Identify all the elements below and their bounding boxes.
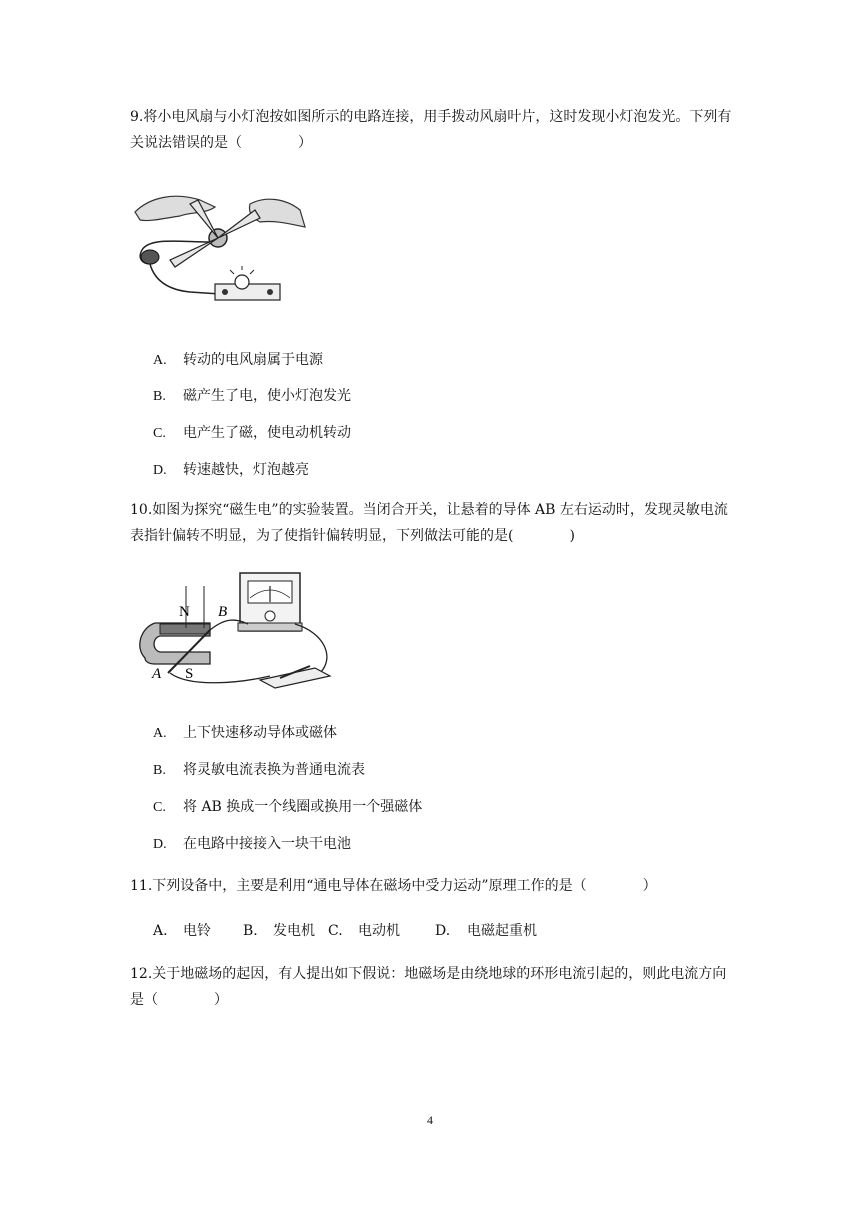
question-10-stem: 10.如图为探究“磁生电”的实验装置。当闭合开关，让悬着的导体 AB 左右运动时，发现灵敏电流表指针偏转不明显，为了使指针偏转明显，下列做法可能的是( ) bbox=[130, 502, 728, 544]
q11-option-a[interactable]: A. 电铃 bbox=[153, 923, 211, 939]
label-n: N bbox=[179, 604, 190, 620]
q11-options-row bbox=[153, 921, 537, 941]
page-number: 4 bbox=[427, 1113, 433, 1127]
q9-option-a[interactable]: A. 转动的电风扇属于电源 bbox=[153, 352, 323, 368]
magnet-galvanometer-figure bbox=[130, 568, 340, 702]
q10-option-b[interactable]: B. 将灵敏电流表换为普通电流表 bbox=[153, 762, 365, 778]
label-b: B bbox=[218, 604, 228, 620]
label-s: S bbox=[185, 666, 194, 682]
q11-option-b[interactable]: B. 发电机 bbox=[243, 923, 315, 939]
q9-option-c[interactable]: C. 电产生了磁，使电动机转动 bbox=[153, 425, 351, 441]
fan-bulb-circuit-figure bbox=[130, 182, 310, 316]
question-12-stem: 12.关于地磁场的起因，有人提出如下假说：地磁场是由绕地球的环形电流引起的，则此电流方向是（ ） bbox=[130, 966, 727, 1008]
q11-option-d[interactable]: D. 电磁起重机 bbox=[435, 923, 537, 939]
q10-option-c[interactable]: C. 将 AB 换成一个线圈或换用一个强磁体 bbox=[153, 799, 423, 815]
q11-option-c[interactable]: C. 电动机 bbox=[328, 923, 400, 939]
q10-option-d[interactable]: D. 在电路中接接入一块干电池 bbox=[153, 836, 351, 852]
q9-option-b[interactable]: B. 磁产生了电，使小灯泡发光 bbox=[153, 388, 351, 404]
question-9-stem: 9.将小电风扇与小灯泡按如图所示的电路连接，用手拨动风扇叶片，这时发现小灯泡发光。下列有关说法错误的是（ ） bbox=[130, 109, 732, 151]
q9-option-d[interactable]: D. 转速越快，灯泡越亮 bbox=[153, 462, 309, 478]
question-11-stem: 11.下列设备中，主要是利用“通电导体在磁场中受力运动”原理工作的是（ ） bbox=[130, 878, 657, 894]
q10-option-a[interactable]: A. 上下快速移动导体或磁体 bbox=[153, 725, 337, 741]
label-a: A bbox=[152, 666, 162, 682]
